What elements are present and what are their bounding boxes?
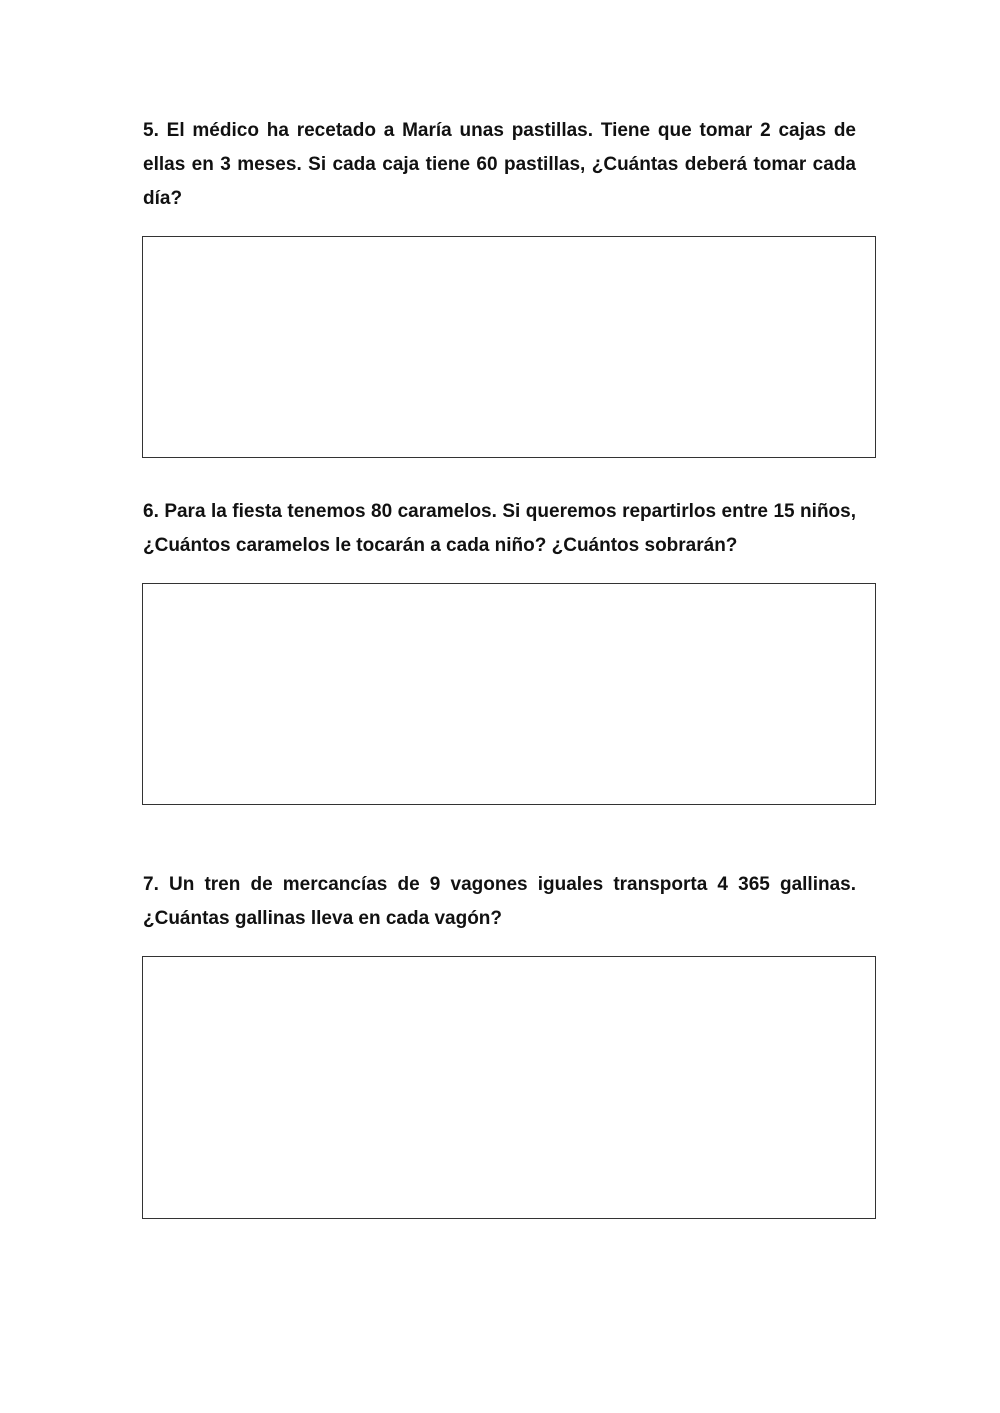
answer-box-question-6[interactable]	[142, 583, 876, 805]
question-6-text: 6. Para la fiesta tenemos 80 caramelos. Si queremos repartirlos entre 15 niños, ¿Cuántos caramelos le tocarán a cada niño? ¿Cuántos sobrarán?	[143, 501, 856, 556]
question-7-text: 7. Un tren de mercancías de 9 vagones iguales transporta 4 365 gallinas. ¿Cuántas gallinas lleva en cada vagón?	[143, 874, 856, 929]
question-5-text: 5. El médico ha recetado a María unas pastillas. Tiene que tomar 2 cajas de ellas en 3 meses. Si cada caja tiene 60 pastillas, ¿Cuántas deberá tomar cada día?	[143, 120, 856, 209]
answer-box-question-7[interactable]	[142, 956, 876, 1219]
answer-box-question-5[interactable]	[142, 236, 876, 458]
